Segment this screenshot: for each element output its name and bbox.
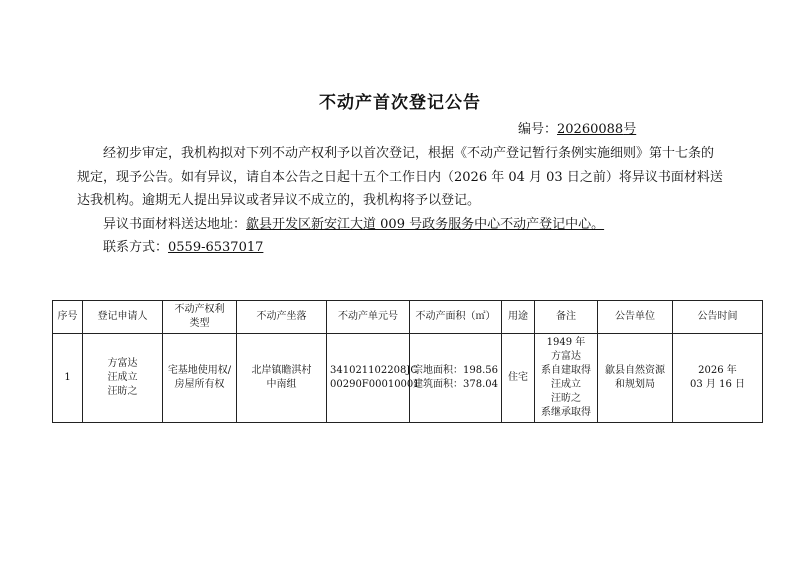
table-row (53, 334, 763, 423)
header-usage: 用途 (502, 301, 535, 334)
cell-seq: 1 (53, 334, 83, 423)
contact-info (77, 236, 723, 260)
cell-area: 宗地面积：198.56 建筑面积：378.04 (410, 334, 502, 423)
registration-table (52, 300, 763, 423)
cell-unit-no: 341021102208JC 00290F00010001 (327, 334, 410, 423)
announcement-paragraph: 经初步审定，我机构拟对下列不动产权利予以首次登记，根据《不动产登记暂行条例实施细则》第十七条的规定，现予公告。如有异议，请自本公告之日起十五个工作日内（2026 年 04 月 03 日之前）将异议书面材料送达我机构。逾期无人提出异议或者异议不成立的，我机构将予以登记。 (77, 146, 723, 208)
objection-address (77, 213, 723, 237)
objection-address-value: 歙县开发区新安江大道 009 号政务服务中心不动产登记中心。 (246, 216, 605, 232)
cell-usage: 住宅 (502, 334, 535, 423)
cell-right-type: 宅基地使用权/ 房屋所有权 (163, 334, 237, 423)
document-number-label: 编号： (518, 122, 558, 137)
announcement-body (77, 142, 723, 260)
table-header-row (53, 301, 763, 334)
header-unit-no: 不动产单元号 (327, 301, 410, 334)
header-remarks: 备注 (535, 301, 598, 334)
contact-phone: 0559-6537017 (168, 240, 264, 255)
contact-label: 联系方式： (103, 240, 169, 255)
objection-address-label: 异议书面材料送达地址： (103, 216, 247, 232)
document-number (518, 118, 636, 137)
cell-publisher: 歙县自然资源 和规划局 (598, 334, 673, 423)
page-title: 不动产首次登记公告 (319, 93, 481, 113)
header-seq: 序号 (53, 301, 83, 334)
cell-location: 北岸镇瞻淇村 中南组 (237, 334, 327, 423)
document-number-suffix: 号 (623, 122, 637, 137)
header-applicant: 登记申请人 (83, 301, 163, 334)
header-location: 不动产坐落 (237, 301, 327, 334)
header-pub-time: 公告时间 (673, 301, 763, 334)
header-publisher: 公告单位 (598, 301, 673, 334)
cell-pub-time: 2026 年 03 月 16 日 (673, 334, 763, 423)
cell-remarks: 1949 年 方富达 系自建取得 汪成立 汪昉之 系继承取得 (535, 334, 598, 423)
header-area: 不动产面积（㎡） (410, 301, 502, 334)
cell-applicant: 方富达 汪成立 汪昉之 (83, 334, 163, 423)
header-right-type: 不动产权利 类型 (163, 301, 237, 334)
document-number-value: 20260088 (557, 122, 624, 137)
